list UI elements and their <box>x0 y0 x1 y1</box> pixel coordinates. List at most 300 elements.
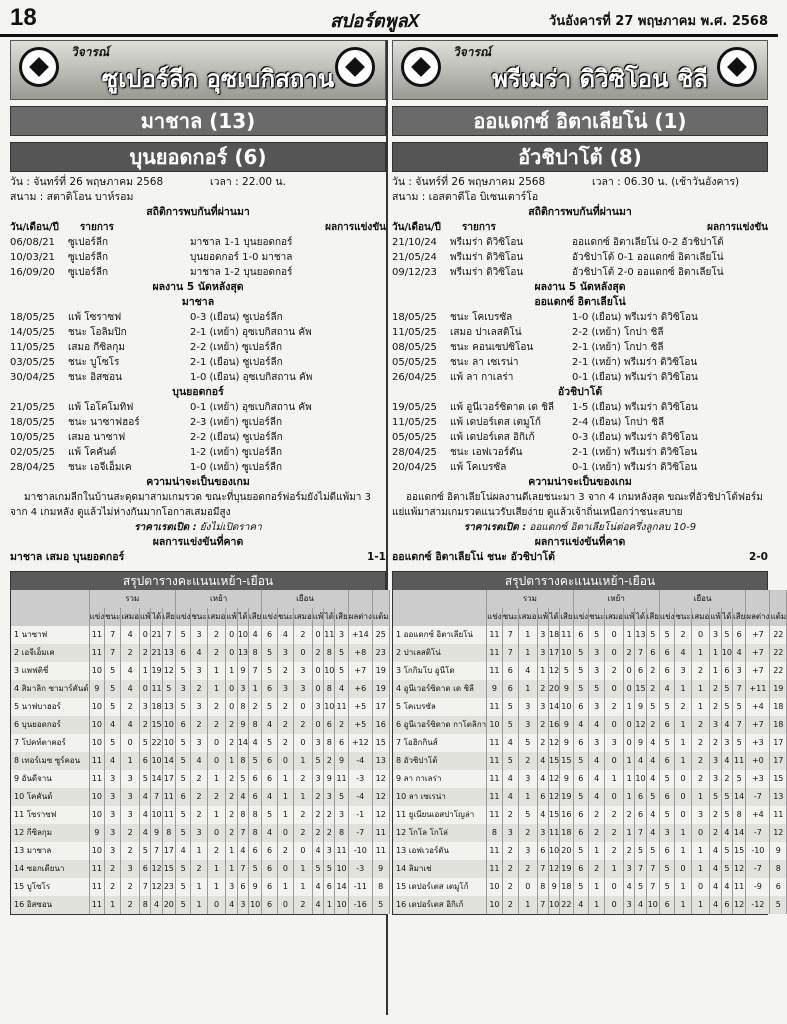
stat-header: แข่ง <box>573 608 589 626</box>
stat-cell: 0 <box>207 734 226 752</box>
points: 6 <box>770 878 787 896</box>
stat-cell: 3 <box>659 824 675 842</box>
goal-diff: +12 <box>348 734 372 752</box>
stat-cell: 3 <box>312 734 323 752</box>
standings-panel <box>10 571 389 915</box>
goal-diff: -3 <box>348 770 372 788</box>
stat-cell: 5 <box>249 860 262 878</box>
home-team-bar: มาชาล (13) <box>10 106 386 136</box>
stat-cell: 5 <box>175 734 191 752</box>
stat-cell: 7 <box>537 860 548 878</box>
points: 11 <box>770 806 787 824</box>
team-name: 2 ปาเลสติโน่ <box>393 644 487 662</box>
stat-cell: 2 <box>140 716 151 734</box>
team1-form-list <box>10 310 386 385</box>
standings-row <box>393 662 787 680</box>
stat-cell: 11 <box>487 698 503 716</box>
stat-cell: 2 <box>518 860 537 878</box>
prediction-score: 2-0 <box>749 551 768 563</box>
stat-cell: 10 <box>324 662 335 680</box>
stat-cell: 1 <box>207 680 226 698</box>
result-score: มาชาล 1-1 บุนยอดกอร์ <box>190 237 293 248</box>
standings-row <box>393 806 787 824</box>
team-name: 5 นาฟบาฮอร์ <box>11 698 89 716</box>
stat-cell: 3 <box>121 788 140 806</box>
goal-diff: -7 <box>746 824 770 842</box>
stat-cell: 8 <box>537 878 548 896</box>
stat-cell: 2 <box>502 878 518 896</box>
standings-row <box>393 842 787 860</box>
stat-cell: 6 <box>262 770 278 788</box>
h2h-list <box>392 235 768 280</box>
stat-cell: 6 <box>262 626 278 644</box>
blank-header <box>348 590 372 608</box>
stat-header: แพ้ <box>537 608 548 626</box>
stat-cell: 10 <box>487 896 503 914</box>
result-row <box>392 235 768 250</box>
stat-cell: 4 <box>710 878 721 896</box>
stat-cell: 8 <box>162 824 175 842</box>
stat-cell: 4 <box>502 770 518 788</box>
home-team-bar: ออแดกซ์ อิตาเลียโน่ (1) <box>392 106 768 136</box>
result-date: 11/05/25 <box>392 417 437 428</box>
stat-cell: 4 <box>121 680 140 698</box>
result-opponent: แพ้ โคคันด์ <box>68 447 117 458</box>
stat-cell: 1 <box>207 770 226 788</box>
result-date: 11/05/25 <box>392 327 437 338</box>
points: 15 <box>770 770 787 788</box>
standings-row <box>11 644 389 662</box>
stat-cell: 1 <box>518 644 537 662</box>
result-score: 2-2 (เหย้า) ซูเปอร์ลีก <box>190 342 283 353</box>
team2-form-heading: บุนยอดกอร์ <box>172 386 224 398</box>
result-score: 2-1 (เหย้า) พรีเมร่า ดิวิซิโอน <box>572 357 698 368</box>
goal-diff: -10 <box>746 842 770 860</box>
stat-cell: 3 <box>105 770 121 788</box>
stat-cell: 5 <box>573 752 589 770</box>
stat-cell: 3 <box>589 662 605 680</box>
result-date: 19/05/25 <box>392 402 437 413</box>
stat-cell: 10 <box>549 842 560 860</box>
stat-cell: 2 <box>518 824 537 842</box>
stat-cell: 2 <box>589 824 605 842</box>
stat-header: ได้ <box>151 608 162 626</box>
points: 12 <box>372 770 389 788</box>
match-time: เวลา : 06.30 น. (เช้าวันอังคาร) <box>592 176 740 188</box>
stat-cell: 19 <box>560 860 573 878</box>
result-opponent: ชนะ อิสซอน <box>68 372 122 383</box>
stat-cell: 4 <box>312 842 323 860</box>
stat-cell: 0 <box>605 626 624 644</box>
stat-cell: 2 <box>277 662 293 680</box>
stat-cell: 3 <box>237 896 248 914</box>
stat-cell: 5 <box>646 626 659 644</box>
stat-cell: 1 <box>140 662 151 680</box>
stat-cell: 1 <box>605 770 624 788</box>
result-date: 08/05/25 <box>392 342 437 353</box>
stat-cell: 20 <box>162 896 175 914</box>
team-name: 11 โซราซฟ <box>11 806 89 824</box>
odds-value: ยังไม่เปิดราคา <box>199 522 262 533</box>
stat-cell: 10 <box>151 752 162 770</box>
result-opponent: ซูเปอร์ลีก <box>68 267 109 278</box>
team-name: 3 โกกิมโบ อูนีโด <box>393 662 487 680</box>
stat-cell: 10 <box>560 644 573 662</box>
stat-cell: 2 <box>335 716 348 734</box>
stat-cell: 3 <box>710 626 721 644</box>
stat-cell: 11 <box>162 788 175 806</box>
stat-cell: 10 <box>89 662 105 680</box>
result-row <box>392 370 768 385</box>
result-row <box>392 310 768 325</box>
points-header: แต้ม <box>372 608 389 626</box>
stat-cell: 6 <box>573 734 589 752</box>
stat-cell: 5 <box>312 752 323 770</box>
stat-cell: 3 <box>710 752 721 770</box>
goal-diff-header: ผลต่าง <box>348 608 372 626</box>
stat-cell: 5 <box>560 662 573 680</box>
stat-cell: 2 <box>191 788 207 806</box>
stat-cell: 18 <box>560 878 573 896</box>
stat-cell: 1 <box>691 698 710 716</box>
stat-cell: 5 <box>502 716 518 734</box>
stat-cell: 2 <box>324 752 335 770</box>
goal-diff: -7 <box>746 788 770 806</box>
stat-cell: 1 <box>226 662 237 680</box>
result-score: 1-5 (เยือน) พรีเมร่า ดิวิซิโอน <box>572 402 698 413</box>
goal-diff: +4 <box>746 806 770 824</box>
stat-cell: 1 <box>226 842 237 860</box>
page-header <box>0 0 778 36</box>
goal-diff: +3 <box>746 734 770 752</box>
stat-cell: 3 <box>537 824 548 842</box>
stat-cell: 5 <box>573 644 589 662</box>
stat-cell: 10 <box>237 626 248 644</box>
stat-cell: 15 <box>549 806 560 824</box>
stat-cell: 6 <box>573 824 589 842</box>
goal-diff: +5 <box>348 716 372 734</box>
stat-cell: 15 <box>560 752 573 770</box>
stat-cell: 6 <box>249 788 262 806</box>
stat-cell: 1 <box>710 644 721 662</box>
stat-cell: 7 <box>162 626 175 644</box>
standings-row <box>11 752 389 770</box>
points: 25 <box>372 626 389 644</box>
stat-cell: 0 <box>675 788 691 806</box>
h2h-heading: สถิติการพบกันที่ผ่านมา <box>146 206 250 218</box>
stat-cell: 9 <box>549 878 560 896</box>
stat-cell: 1 <box>589 842 605 860</box>
away-team-bar: อัวชิปาโต้ (8) <box>392 142 768 172</box>
stat-cell: 5 <box>140 770 151 788</box>
stat-cell: 4 <box>121 716 140 734</box>
result-date: 18/05/25 <box>392 312 437 323</box>
points: 17 <box>770 734 787 752</box>
stat-cell: 3 <box>191 734 207 752</box>
stat-cell: 15 <box>549 752 560 770</box>
result-opponent: แพ้ เดปอร์เตส อิกิเก้ <box>450 432 535 443</box>
stat-cell: 3 <box>324 788 335 806</box>
result-row <box>10 250 386 265</box>
form-heading: ผลงาน 5 นัดหลังสุด <box>152 281 244 293</box>
stat-cell: 4 <box>710 842 721 860</box>
standings-row <box>393 878 787 896</box>
stat-cell: 5 <box>162 680 175 698</box>
stat-cell: 3 <box>605 734 624 752</box>
result-score: 0-1 (เหย้า) พรีเมร่า ดิวิซิโอน <box>572 462 698 473</box>
points: 12 <box>372 806 389 824</box>
stat-cell: 8 <box>249 824 262 842</box>
group-total-header: รวม <box>487 590 573 608</box>
stat-cell: 5 <box>646 842 659 860</box>
standings-row <box>11 860 389 878</box>
stat-cell: 8 <box>237 806 248 824</box>
stat-cell: 9 <box>635 698 646 716</box>
points: 18 <box>770 698 787 716</box>
stat-header: เสีย <box>249 608 262 626</box>
stat-cell: 2 <box>140 644 151 662</box>
stat-cell: 0 <box>207 896 226 914</box>
stat-cell: 6 <box>249 770 262 788</box>
stat-cell: 5 <box>502 752 518 770</box>
stat-cell: 9 <box>560 770 573 788</box>
form-heading: ผลงาน 5 นัดหลังสุด <box>534 281 626 293</box>
stat-cell: 5 <box>573 680 589 698</box>
stat-cell: 2 <box>207 626 226 644</box>
team-name: 9 อันดีจาน <box>11 770 89 788</box>
stat-cell: 1 <box>207 806 226 824</box>
stat-cell: 2 <box>605 824 624 842</box>
stat-cell: 3 <box>105 824 121 842</box>
stat-cell: 11 <box>335 770 348 788</box>
stat-cell: 1 <box>537 662 548 680</box>
stat-cell: 6 <box>502 680 518 698</box>
stat-cell: 3 <box>623 896 634 914</box>
stat-cell: 0 <box>623 734 634 752</box>
stat-cell: 1 <box>249 680 262 698</box>
stat-cell: 3 <box>732 662 745 680</box>
stat-cell: 5 <box>175 896 191 914</box>
stat-cell: 0 <box>623 680 634 698</box>
stat-cell: 2 <box>294 716 313 734</box>
stat-cell: 6 <box>573 626 589 644</box>
stat-cell: 6 <box>537 788 548 806</box>
stat-cell: 2 <box>537 680 548 698</box>
stat-cell: 2 <box>675 698 691 716</box>
stat-cell: 4 <box>502 788 518 806</box>
team-name: 7 โอฮิกกินส์ <box>393 734 487 752</box>
league-title: พรีเมร่า ดิวิซิโอน ชิลี <box>492 65 708 93</box>
standings-row <box>393 860 787 878</box>
stat-header: ชนะ <box>105 608 121 626</box>
team-name: 15 เดปอร์เตส เตมูโก้ <box>393 878 487 896</box>
stat-cell: 0 <box>691 878 710 896</box>
stat-cell: 10 <box>249 896 262 914</box>
stat-cell: 15 <box>635 680 646 698</box>
stat-cell: 2 <box>191 770 207 788</box>
result-opponent: แพ้ โซราซฟ <box>68 312 122 323</box>
league-banner <box>392 40 768 100</box>
standings-row <box>11 698 389 716</box>
stat-cell: 0 <box>675 806 691 824</box>
stat-cell: 4 <box>589 752 605 770</box>
team-name: 6 อูนีเวอร์ซิดาด กาโตลิกา <box>393 716 487 734</box>
stat-cell: 10 <box>560 698 573 716</box>
stat-cell: 10 <box>89 788 105 806</box>
stat-cell: 11 <box>487 806 503 824</box>
stat-cell: 18 <box>151 698 162 716</box>
stat-cell: 0 <box>605 896 624 914</box>
stat-cell: 5 <box>105 662 121 680</box>
stat-cell: 1 <box>675 734 691 752</box>
result-row <box>10 430 386 445</box>
standings-row <box>11 734 389 752</box>
points: 8 <box>372 878 389 896</box>
stat-cell: 4 <box>635 896 646 914</box>
stat-cell: 1 <box>589 896 605 914</box>
col-date-header: วัน/เดือน/ปี <box>10 222 59 233</box>
team2-form-list <box>392 400 768 475</box>
stat-cell: 8 <box>140 896 151 914</box>
stat-cell: 2 <box>294 770 313 788</box>
stat-cell: 8 <box>249 806 262 824</box>
result-date: 21/05/25 <box>10 402 55 413</box>
stat-cell: 2 <box>191 716 207 734</box>
stat-cell: 1 <box>207 860 226 878</box>
result-date: 14/05/25 <box>10 327 55 338</box>
stat-cell: 7 <box>237 824 248 842</box>
stat-cell: 2 <box>623 644 634 662</box>
stat-cell: 6 <box>732 626 745 644</box>
result-date: 02/05/25 <box>10 447 55 458</box>
stat-cell: 6 <box>659 644 675 662</box>
stat-cell: 10 <box>162 734 175 752</box>
stat-cell: 1 <box>675 842 691 860</box>
stat-cell: 1 <box>294 788 313 806</box>
stat-cell: 12 <box>549 788 560 806</box>
prediction <box>392 550 768 565</box>
result-score: 2-1 (เหย้า) พรีเมร่า ดิวิซิโอน <box>572 447 698 458</box>
stat-cell: 5 <box>502 698 518 716</box>
result-opponent: ซูเปอร์ลีก <box>68 252 109 263</box>
stat-cell: 5 <box>175 752 191 770</box>
stat-cell: 6 <box>573 806 589 824</box>
stat-cell: 5 <box>105 698 121 716</box>
h2h-column-headers <box>10 220 386 235</box>
stat-cell: 13 <box>237 644 248 662</box>
stat-cell: 8 <box>335 824 348 842</box>
stat-cell: 11 <box>162 806 175 824</box>
probability-heading: ความน่าจะเป็นของเกม <box>146 476 250 488</box>
stat-cell: 7 <box>646 860 659 878</box>
standings-title: สรุปตารางคะแนนเหย้า-เยือน <box>393 572 767 590</box>
stat-cell: 10 <box>721 644 732 662</box>
stat-cell: 0 <box>675 860 691 878</box>
stat-cell: 7 <box>635 860 646 878</box>
result-date: 05/05/25 <box>392 357 437 368</box>
stat-cell: 5 <box>249 752 262 770</box>
stat-cell: 6 <box>659 896 675 914</box>
stat-cell: 1 <box>623 770 634 788</box>
blank-header <box>746 590 770 608</box>
result-date: 28/04/25 <box>10 462 55 473</box>
stat-header: เสมอ <box>518 608 537 626</box>
stat-cell: 8 <box>324 644 335 662</box>
match-time: เวลา : 22.00 น. <box>210 176 286 188</box>
points: 16 <box>372 716 389 734</box>
goal-diff: +7 <box>746 626 770 644</box>
stat-cell: 4 <box>646 806 659 824</box>
stat-cell: 2 <box>675 626 691 644</box>
stat-cell: 6 <box>537 842 548 860</box>
stat-cell: 12 <box>162 662 175 680</box>
stat-cell: 22 <box>151 734 162 752</box>
stat-cell: 3 <box>518 716 537 734</box>
points: 5 <box>770 896 787 914</box>
stat-cell: 0 <box>623 662 634 680</box>
goal-diff: +11 <box>746 680 770 698</box>
stat-cell: 2 <box>710 824 721 842</box>
points: 19 <box>372 680 389 698</box>
team-name: 8 เทอร์เมซ ซูร์คอน <box>11 752 89 770</box>
stat-cell: 8 <box>237 752 248 770</box>
stat-cell: 11 <box>549 824 560 842</box>
stat-cell: 6 <box>237 878 248 896</box>
header-rule <box>0 34 778 37</box>
stat-cell: 15 <box>162 860 175 878</box>
team-name: 16 อิสซอน <box>11 896 89 914</box>
team-name: 1 ออแดกซ์ อิตาเลียโน่ <box>393 626 487 644</box>
points: 19 <box>372 662 389 680</box>
stat-cell: 2 <box>502 896 518 914</box>
stat-cell: 7 <box>635 824 646 842</box>
banner-subtitle: วิจารณ์ <box>453 45 492 59</box>
stat-cell: 1 <box>518 896 537 914</box>
opening-odds <box>392 520 768 535</box>
stat-cell: 3 <box>312 770 323 788</box>
result-score: 0-1 (เหย้า) อุซเบกิสถาน คัพ <box>190 402 312 413</box>
stat-cell: 10 <box>487 716 503 734</box>
stat-cell: 6 <box>721 662 732 680</box>
stat-cell: 7 <box>249 662 262 680</box>
goal-diff: +0 <box>746 752 770 770</box>
stat-cell: 4 <box>237 842 248 860</box>
match-info <box>10 175 386 205</box>
blank-header <box>372 590 389 608</box>
stat-cell: 0 <box>207 824 226 842</box>
standings-row <box>11 878 389 896</box>
blank-header <box>393 590 487 608</box>
stat-cell: 20 <box>549 680 560 698</box>
stat-cell: 2 <box>710 680 721 698</box>
team-name: 12 กีซิลกุม <box>11 824 89 842</box>
stat-cell: 3 <box>191 662 207 680</box>
page-number: 18 <box>10 4 37 31</box>
standings-row <box>393 698 787 716</box>
stat-cell: 2 <box>121 644 140 662</box>
goal-diff: +7 <box>746 716 770 734</box>
stat-cell: 5 <box>659 770 675 788</box>
stat-cell: 0 <box>140 680 151 698</box>
stat-cell: 21 <box>151 626 162 644</box>
stat-cell: 10 <box>324 698 335 716</box>
result-row <box>392 250 768 265</box>
stat-cell: 1 <box>294 752 313 770</box>
stat-cell: 6 <box>262 896 278 914</box>
stat-cell: 9 <box>324 770 335 788</box>
stat-cell: 9 <box>237 716 248 734</box>
probability-heading: ความน่าจะเป็นของเกม <box>528 476 632 488</box>
